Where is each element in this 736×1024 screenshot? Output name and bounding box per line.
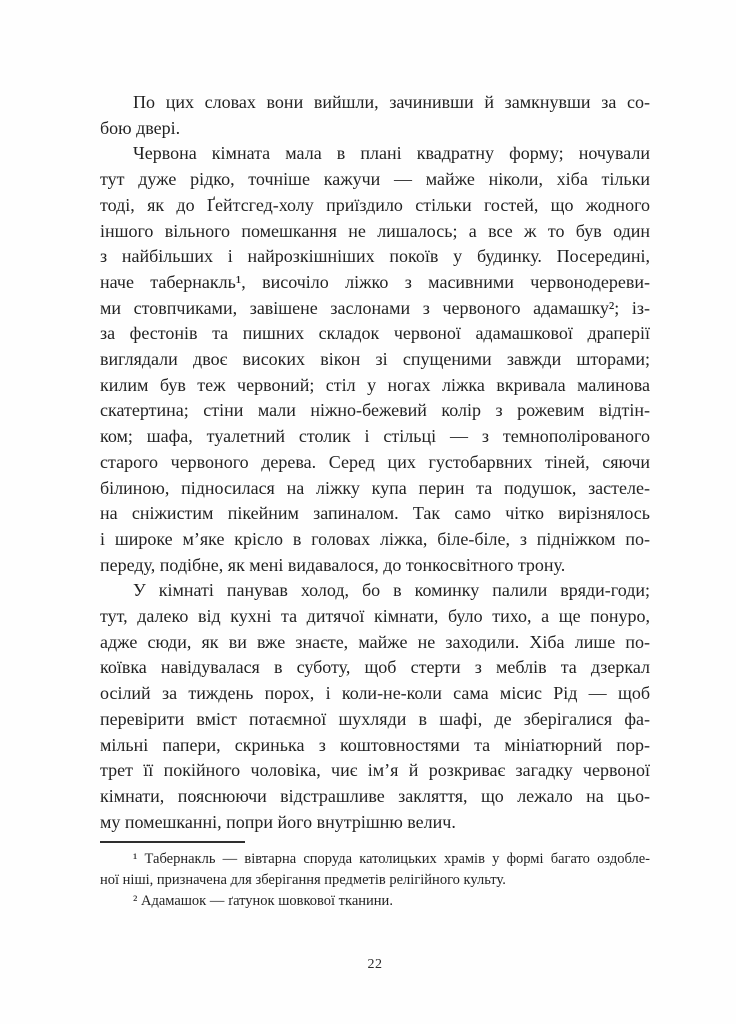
text-line: мільні папери, скринька з коштовностями та мініатюрний пор- (100, 734, 650, 755)
text-line: осілий за тиждень порох, і коли-не-коли сама місис Рід — щоб (100, 683, 650, 704)
text-line: скатертина; стіни мали ніжно-бежевий колір з рожевим відтін- (100, 400, 650, 421)
text-line: іншого вільного помешкання не лишалось; а все ж то був один (100, 220, 650, 241)
paragraph (100, 90, 650, 141)
text-line: У кімнаті панував холод, бо в коминку палили вряди-годи; (133, 580, 650, 601)
text-line: тоді, як до Ґейтсгед-холу приїздило стільки гостей, що жодного (100, 194, 650, 215)
footnote (100, 891, 650, 912)
text-line: килим був теж червоний; стіл у ногах ліжка вкривала малинова (100, 374, 650, 395)
paragraph (100, 141, 650, 578)
text-line: ком; шафа, туалетний столик і стільці — з темнополірованого (100, 426, 650, 447)
text-line: переду, подібне, як мені видавалося, до тонкосвітного трону. (100, 554, 566, 575)
text-line: виглядали двоє високих вікон зі спущеними завжди шторами; (100, 349, 650, 370)
text-line: за фестонів та пишних складок червоної адамашкової драперії (100, 323, 650, 344)
paragraphs-container (100, 90, 650, 835)
text-line: Червона кімната мала в плані квадратну форму; ночували (133, 143, 650, 164)
footnote-line: ної ніші, призначена для зберігання предметів релігійного культу. (100, 872, 506, 889)
text-line: наче табернакль¹, височіло ліжко з масивними червонодереви- (100, 271, 650, 292)
text-line: коївка навідувалася в суботу, щоб стерти з меблів та дзеркал (100, 657, 650, 678)
footnote-line: ² Адамашок — ґатунок шовкової тканини. (133, 893, 393, 910)
footnote (100, 849, 650, 891)
text-line: бою двері. (100, 117, 181, 138)
main-text (100, 90, 650, 912)
text-line: тут дуже рідко, точніше кажучи — майже ніколи, хіба тільки (100, 169, 650, 190)
text-line: перевірити вміст потаємної шухляди в шафі, де зберігалися фа- (100, 708, 650, 729)
text-line: кімнати, пояснюючи відстрашливе закляття, що лежало на цьо- (100, 785, 650, 806)
text-line: з найбільших і найрозкішніших покоїв у будинку. Посередині, (100, 246, 650, 267)
text-line: му помешканні, попри його внутрішню велич. (100, 811, 456, 832)
text-line: ми стовпчиками, завішене заслонами з червоного адамашку²; із- (100, 297, 650, 318)
text-line: тут, далеко від кухні та дитячої кімнати, було тихо, а ще понуро, (100, 606, 650, 627)
text-line: і широке м’яке крісло в головах ліжка, біле-біле, з підніжком по- (100, 528, 650, 549)
text-line: старого червоного дерева. Серед цих густобарвних тіней, сяючи (100, 451, 650, 472)
text-line: адже сюди, як ви вже знаєте, майже не заходили. Хіба лише по- (100, 631, 650, 652)
footnote-line: ¹ Табернакль — вівтарна споруда католицьких храмів у формі багато оздобле- (133, 851, 650, 868)
text-line: на сніжистим пікейним запиналом. Так само чітко вирізнялось (100, 503, 650, 524)
text-line: білиною, підносилася на ліжку купа перин та подушок, застеле- (100, 477, 650, 498)
page-number: 22 (367, 957, 383, 972)
paragraph (100, 578, 650, 835)
text-line: трет її покійного чоловіка, чиє ім’я й розкриває загадку червоної (100, 760, 650, 781)
footnotes (100, 849, 650, 912)
footnote-separator (100, 841, 245, 843)
text-line: По цих словах вони вийшли, зачинивши й замкнувши за со- (133, 92, 650, 112)
